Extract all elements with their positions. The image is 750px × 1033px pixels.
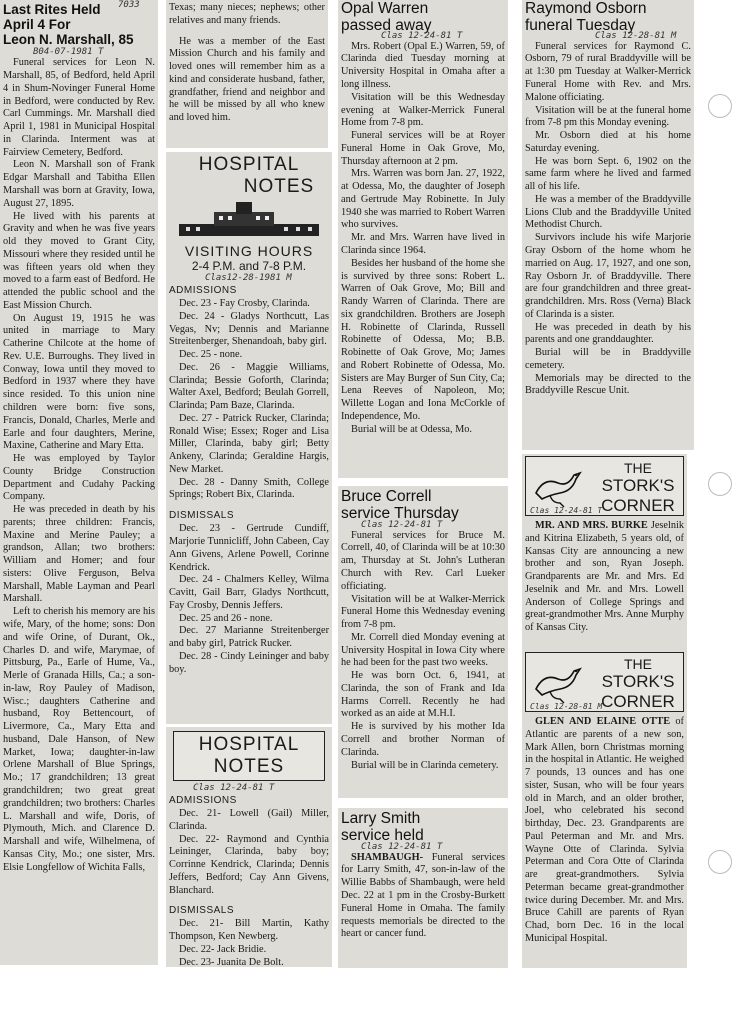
osborn-headline: Raymond Osborn funeral Tuesday: [525, 0, 647, 35]
marshall-obituary-clipping: [0, 0, 158, 965]
marshall-continuation-clipping: [166, 0, 328, 148]
paragraph: Funeral services for Bruce M. Correll, 40, of Clarinda will be at 10:30 am, Thursday at St. John's Lutheran Church with Rev. Carl Lueker officiating.: [341, 529, 505, 592]
hospital-building-icon: [174, 198, 324, 238]
list-item: Dec. 22- Jack Bridie.: [179, 943, 267, 955]
announcement-lead: GLEN AND ELAINE OTTE: [535, 716, 671, 727]
paragraph: Survivors include his wife Marjorie Gray Osborn of the home whom he married on Aug. 17, 1927, and one son, Ray Osborn Jr. of Braddyville. There are four grandchildren and three great-grandchildren. Mrs. Ross (Verna) Black of Clarinda is a sister.: [525, 232, 691, 320]
hospital-title: HOSPITAL: [198, 734, 300, 755]
list-item: Dec. 28 - Cindy Leininger and baby boy.: [169, 650, 329, 675]
dismissals-label: DISMISSALS: [169, 905, 235, 917]
paragraph: Funeral services will be at Royer Funeral Home in Oak Grove, Mo, Thursday afternoon at 2 pm.: [341, 130, 505, 167]
list-item: Dec. 21- Bill Martin, Kathy Thompson, Ken Newberg.: [169, 918, 329, 943]
list-item: Dec. 26 - Maggie Williams, Clarinda; Bessie Goforth, Clarinda; Walter Axel, Bedford; Beulah Gorrell, Clarinda; Pam Baze, Clarinda.: [169, 361, 329, 412]
list-item: Dec. 28 - Danny Smith, College Springs; Robert Bix, Clarinda.: [169, 476, 329, 501]
storks-title-the: THE: [624, 460, 652, 476]
storks-title-corner: CORNER: [601, 495, 675, 515]
marshall-headline: Last Rites Held April 4 For Leon N. Marshall, 85: [3, 2, 134, 48]
paragraph: He was preceded in death by his parents and one granddaughter.: [525, 321, 691, 346]
paragraph: He was born Oct. 6, 1941, at Clarinda, the son of Frank and Ida Harms Correll. Recently he had worked as an aide at M.H.I.: [341, 670, 505, 720]
list-item: Dec. 22- Raymond and Cynthia Leininger, Clarinda, baby boy; Corrinne Kendrick, Clarinda; Dennis Jeffers, Bedford; Cay Ann Givens, Blanchard.: [169, 833, 329, 896]
visiting-hours-label: VISITING HOURS: [184, 243, 314, 259]
list-item: Dec. 21- Lowell (Gail) Miller, Clarinda.: [169, 808, 329, 832]
hospital-notes-clipping-2: [166, 727, 332, 967]
paragraph: He was employed by Taylor County Bridge Construction Department and Cudahy Packing Company.: [3, 453, 155, 503]
paragraph-text: Jeselnik and Kitrina Elizabeth, 5 years old, of Kansas City are announcing a new brother and son, Ryan Joseph. Grandparents are Mr. and Mrs. Ed Jeselnik and Mr. and Mrs. Lowell Anderson of College Springs and great-grandmother Mrs. Anne Murphy of Kansas City.: [525, 520, 685, 634]
paragraph: Mrs. Warren was born Jan. 27, 1922, at Odessa, Mo, the daughter of Joseph and Gertrude May Robinette. In July 1940 she was married to Robert Warren who survives.: [341, 168, 505, 231]
handwritten-date: B04-07-1981 T: [33, 47, 104, 58]
list-item: Dec. 27 - Patrick Rucker, Clarinda; Ronald Wise; Essex; Roger and Lisa Miller, Clarinda, baby girl; Betty Ankeny, Clarinda; Geraldine Hargis, New Market.: [169, 412, 329, 475]
paragraph: Funeral services for Raymond C. Osborn, 79 of rural Braddyville will be at 1:30 pm Tuesday at Walker-Merrick Funeral Home with Rev. and Mrs. Malone officiating.: [525, 40, 691, 103]
hospital-notes-banner: [173, 731, 325, 781]
hospital-notes-clipping-1: [166, 152, 332, 724]
list-item: Dec. 27 Marianne Streitenberger and baby girl, Patrick Rucker.: [169, 625, 329, 650]
smith-headline: Larry Smith service held: [341, 810, 424, 845]
paragraph: Burial will be in Braddyville cemetery.: [525, 347, 691, 371]
binder-hole: [708, 472, 732, 496]
correll-headline: Bruce Correll service Thursday: [341, 488, 459, 523]
smith-obituary-clipping: [338, 808, 508, 968]
paragraph: He is survived by his mother Ida Correll and brother Norman of Clarinda.: [341, 721, 505, 758]
handwritten-date: Clas 12-24-81 T: [361, 519, 443, 530]
list-item: Dec. 23- Juanita De Bolt.: [179, 956, 284, 967]
hospital-title: HOSPITAL: [198, 154, 300, 175]
notes-title: NOTES: [243, 176, 315, 197]
handwritten-date: Clas 12-28-81 M: [595, 30, 677, 41]
paragraph: Burial will be in Clarinda cemetery.: [351, 759, 499, 771]
stork-icon: [530, 661, 586, 705]
visiting-hours-times: 2-4 P.M. and 7-8 P.M.: [191, 259, 307, 273]
list-item: Dec. 23 - Gertrude Cundiff, Marjorie Tunnicliff, John Cabeen, Cay Ann Givens, Arlene Powell, Corinne Kendrick.: [169, 523, 329, 573]
paragraph: He was born Sept. 6, 1902 on the same farm where he lived and farmed all of his life.: [525, 155, 691, 193]
paragraph: Texas; many nieces; nephews; other relatives and many friends.: [169, 2, 325, 26]
handwritten-date: Clas 12-24-81 T: [530, 506, 603, 515]
paragraph-text: Funeral services for Larry Smith, 47, son-in-law of the Willie Babbs of Shambaugh, were held Dec. 22 at 1 pm in the Crosby-Burkett Funeral Home in Omaha. The family requests memorials be directed to the heart or cancer fund.: [341, 851, 505, 940]
storks-title-corner: CORNER: [601, 691, 675, 711]
paragraph: Leon N. Marshall son of Frank Edgar Marshall and Tabitha Ellen Marshall was born at Gravity, Iowa, August 27, 1895.: [3, 159, 155, 209]
storks-corner-banner: [525, 456, 684, 516]
dismissals-list: [169, 523, 329, 676]
paragraph: He was a member of the Braddyville Lions Club and the Braddyville United Methodist Church.: [525, 193, 691, 231]
announcement-lead: MR. AND MRS. BURKE: [535, 520, 648, 531]
list-item: Dec. 24 - Chalmers Kelley, Wilma Cavitt, Gail Barr, Gladys Northcutt, Fay Crosby, Dennis Jeffers.: [169, 574, 329, 611]
paragraph: Memorials may be directed to the Braddyville Rescue Unit.: [525, 372, 691, 397]
storks-corner-clipping-1: [522, 454, 687, 650]
paragraph: Mr. Osborn died at his home Saturday evening.: [525, 130, 691, 154]
correll-obituary-clipping: [338, 486, 508, 798]
notes-title: NOTES: [213, 756, 285, 777]
paragraph: He was preceded in death by his parents; three children: Francis, Maxine and Merine Pauley; a grandson, Allan; two brothers: William and Homer; and four sisters: Olive Ferguson, Belva Marshall, Mable Layman and Pearl Marshall.: [3, 504, 155, 605]
hospital-notes-banner: [169, 154, 329, 273]
storks-title-the: THE: [624, 656, 652, 672]
paragraph: He lived with his parents at Gravity and when he was five years old they moved to Grant City, Missouri where they resided until he was fifteen years old when they moved to a farm east of Bedford. He attended the public school and the East Mission Church.: [3, 210, 155, 311]
binder-hole: [708, 850, 732, 874]
list-item: Dec. 23 - Fay Crosby, Clarinda.: [179, 298, 310, 309]
handwritten-note: 7033: [118, 0, 140, 10]
admissions-list: [169, 298, 329, 502]
storks-title-storks: STORK'S: [601, 476, 675, 496]
paragraph-text: of Atlantic are parents of a new son, Mark Allen, born Christmas morning in the hospital in Atlantic. He weighed 7 pounds, 13 ounces and has one sister, Susan, who will be four years old in March, and an older brother, Joel, who celebrated his second birthday, Dec. 23. Grandparents are Paul Peterman and Mr. and Mrs. Wayne Otte of Clarinda. Sylvia Peterman and Cora Otte of Clarinda are great-grandmothers. Sylvia Peterman became great-grandmother twice during December. Mr. and Mrs. Bruce Cahill are parents of Ryan Chad, born Dec. 16 in the local Municipal Hospital.: [525, 716, 684, 945]
admissions-label: ADMISSIONS: [169, 795, 237, 806]
paragraph: Besides her husband of the home she is survived by three sons: Robert L. Warren of Oak Grove, Mo; Bill and Randy Warren of Clarinda. There are six grandchildren. Brothers are Joseph H. Robinette of Clarinda, Russell Robinette of Odessa, Mo; B.B. Robinette of Oak Grove, Mo; James and Robert Robinette of Odessa, Mo. Sisters are May Burger of Sun City, Ca; Lena Reeves of Napoleon, Mo; Willette Logan and Iona McCorkle of Independence, Mo.: [341, 257, 505, 422]
admissions-label: ADMISSIONS: [169, 285, 237, 296]
handwritten-date: Clas 12-24-81 T: [381, 30, 463, 41]
storks-corner-clipping-2: [522, 650, 687, 968]
paragraph: Mrs. Robert (Opal E.) Warren, 59, of Clarinda died Tuesday morning at University Hospital in Omaha after a long illness.: [341, 40, 505, 91]
paragraph: He was a member of the East Mission Church and his family and loved ones will remember him as a kind and considerate husband, father, grandfather, friend and neighbor and he will be missed by all who knew and loved him.: [169, 35, 325, 124]
list-item: Dec. 24 - Gladys Northcutt, Las Vegas, Nv; Dennis and Marianne Streitenberger, Shenandoah, baby girl.: [169, 310, 329, 348]
paragraph: Burial will be at Odessa, Mo.: [351, 423, 472, 435]
paragraph: Mr. Correll died Monday evening at University Hospital in Iowa City where he had been for the past two weeks.: [341, 631, 505, 669]
paragraph: [341, 852, 505, 941]
paragraph: Funeral services for Leon N. Marshall, 85, of Bedford, held April 4 in Shum-Novinger Funeral Home in Bedford, were conducted by Rev. Carl Cummings. Mr. Marshall died April 1, 1981 in Municipal Hospital in Clarinda. Interment was at Fairview Cemetery, Bedford.: [3, 57, 155, 158]
paragraph: [525, 520, 684, 635]
list-item: Dec. 25 and 26 - none.: [179, 612, 273, 624]
dismissals-label: DISMISSALS: [169, 510, 235, 522]
warren-headline: Opal Warren passed away: [341, 0, 432, 35]
dateline: SHAMBAUGH-: [351, 851, 424, 863]
handwritten-date: Clas 12-24-81 T: [361, 841, 443, 852]
paragraph: Visitation will be at the funeral home from 7-8 pm this Monday evening.: [525, 104, 691, 129]
list-item: Dec. 25 - none.: [179, 349, 243, 361]
dismissals-list: [169, 918, 329, 967]
paragraph: Left to cherish his memory are his wife, Mary, of the home; sons: Don and wife Orine, of Durant, Ok., Charles D. and wife, Marymae, of Pittsburg, Pa., Earle of Hume, Va., Merle of Granada Hills, Ca.; a son-in-law, Roy Pauley of Madison, Wisc.; daughters Catherine and husband, Roy Bettencourt, of Livermore, Ca., Mary Etta and husband, Dale Hanson, of New Market, Iowa; daughter-in-law Orlene Marshall of Blue Springs, Mo.; 17 grandchildren; 13 great grandchildren; two great great grandchildren; two brothers: Charles L. Marshall and wife, Doris, of Plymouth, Mich. and Clarence D. Marshall and wife, Wilhelmena, of Kansas City, Mo.; one sister, Mrs. Elsie Longfellow of Wichita Falls,: [3, 606, 155, 873]
storks-corner-banner: [525, 652, 684, 712]
admissions-list: [169, 808, 329, 897]
handwritten-date: Clas 12-24-81 T: [193, 783, 275, 793]
storks-title-storks: STORK'S: [601, 672, 675, 692]
paragraph: On August 19, 1915 he was united in marriage to Mary Catherine Chilcote at the home of Rev. U.E. Burroughs. They lived in Conway, Iowa until they moved to Bedford in 1937 where they have since resided. To this union nine children were born: five sons, Francis, Donald, Charles, Merle and Earle and four daughters, Merine, Maxine, Catherine and Mary Etta.: [3, 312, 155, 452]
binder-hole: [708, 94, 732, 118]
paragraph: Visitation will be this Wednesday evening at Walker-Merrick Funeral Home from 7-8 pm.: [341, 91, 505, 129]
osborn-obituary-clipping: [522, 0, 694, 450]
paragraph: Visitation will be at Walker-Merrick Funeral Home this Wednesday evening from 7-8 pm.: [341, 593, 505, 631]
stork-icon: [530, 465, 586, 509]
paragraph: Mr. and Mrs. Warren have lived in Clarinda since 1964.: [341, 232, 505, 256]
handwritten-date: Clas12-28-1981 M: [205, 273, 292, 283]
warren-obituary-clipping: [338, 0, 508, 478]
handwritten-date: Clas 12-28-81 M: [530, 702, 603, 711]
paragraph: [525, 716, 684, 946]
